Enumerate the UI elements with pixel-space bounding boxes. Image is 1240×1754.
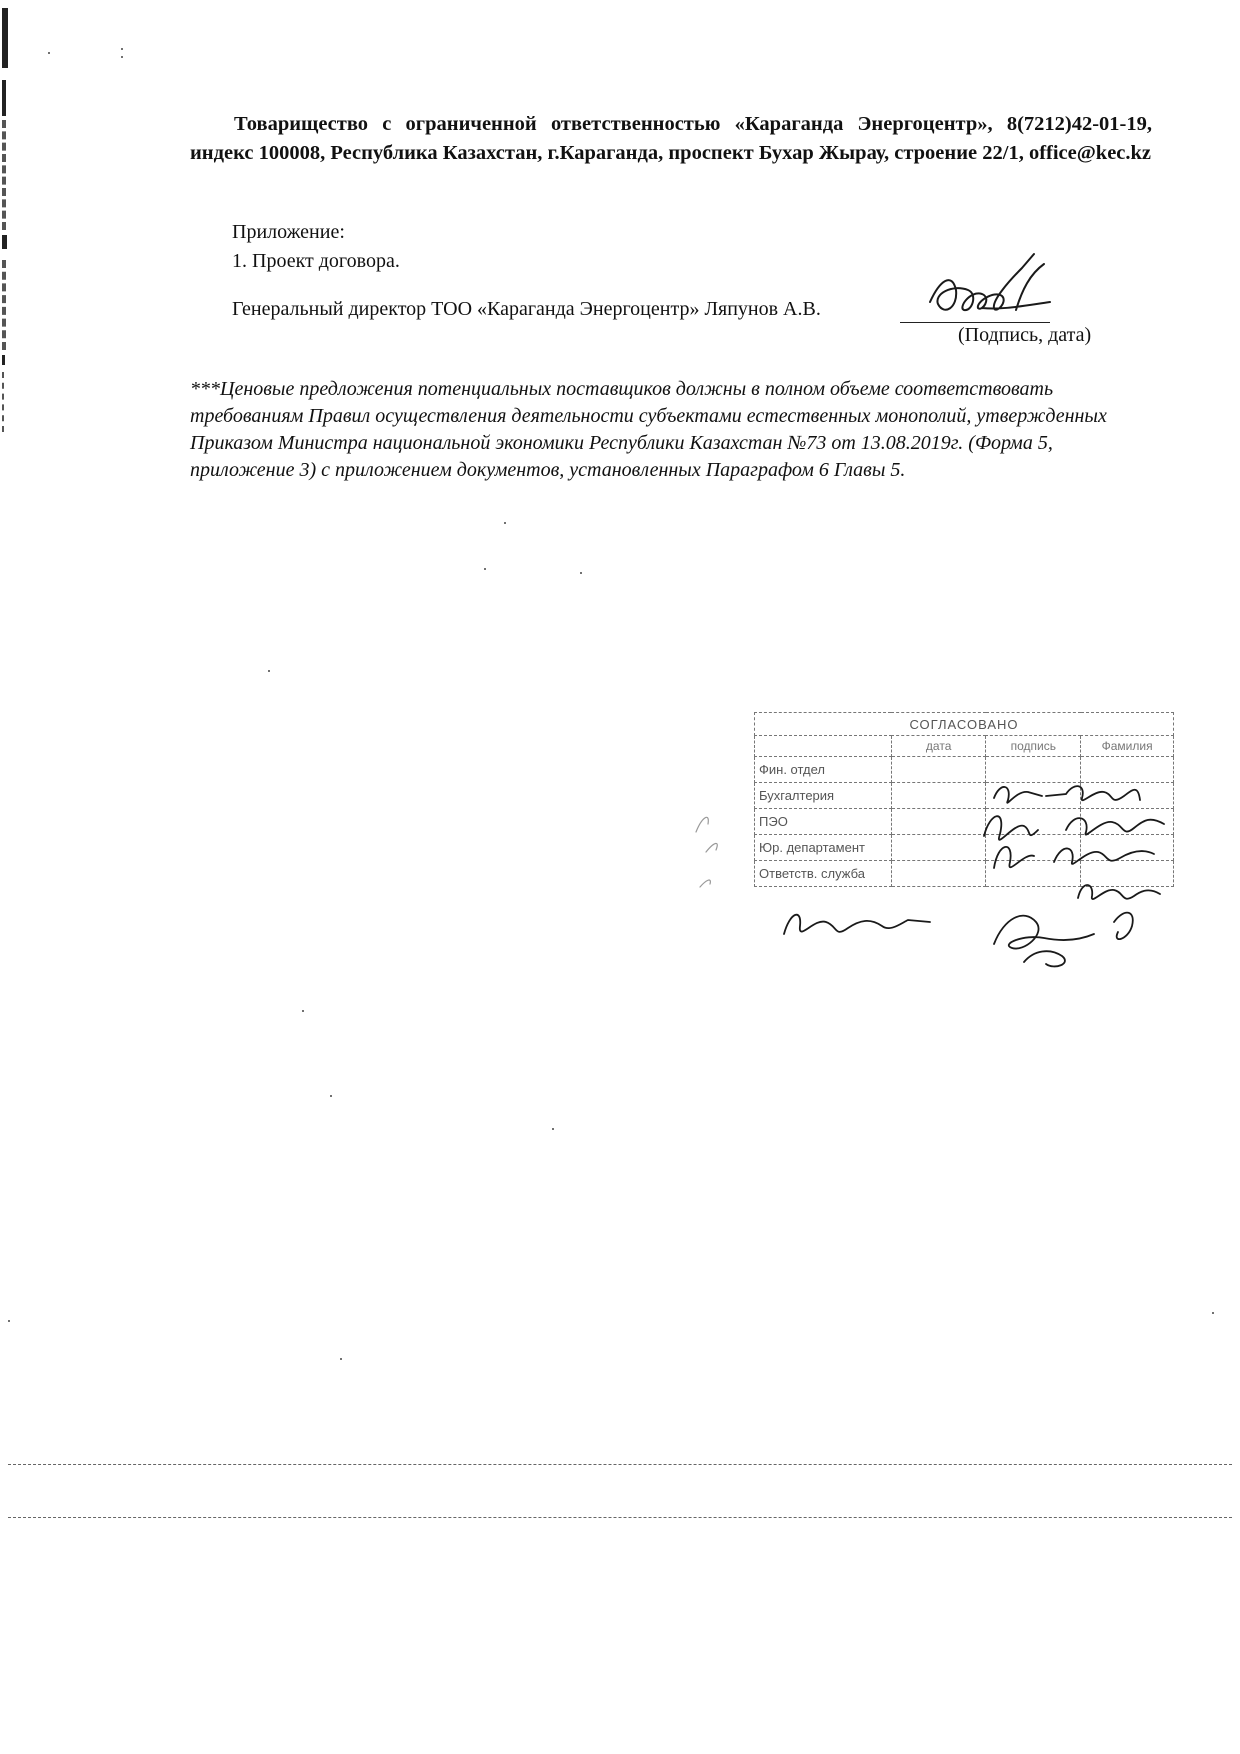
row-label: ПЭО <box>755 809 892 835</box>
column-header-signature: подпись <box>986 736 1081 757</box>
divider-line <box>8 1517 1232 1518</box>
approval-table <box>754 712 1174 887</box>
footnote: ***Ценовые предложения потенциальных поставщиков должны в полном объеме соответствовать требованиям Правил осуществления деятельности субъектами естественных монополий, утвержденных Приказом Министра национальной экономики Республики Казахстан №73 от 13.08.2019г. (Форма 5, приложение 3) с приложением документов, установленных Параграфом 6 Главы 5. <box>190 378 1107 481</box>
signatory-line: Генеральный директор ТОО «Караганда Энергоцентр» Ляпунов А.В. <box>232 298 821 320</box>
table-row <box>755 861 1174 887</box>
row-label: Ответств. служба <box>755 861 892 887</box>
appendix-title: Приложение: <box>232 221 345 243</box>
row-label: Фин. отдел <box>755 757 892 783</box>
column-header-date: дата <box>891 736 986 757</box>
organization-header: Товарищество с ограниченной ответственностью «Караганда Энергоцентр», 8(7212)42-01-19, индекс 100008, Республика Казахстан, г.Караганда, проспект Бухар Жырау, строение 22/1, office@kec.kz <box>190 113 1152 164</box>
divider-line <box>8 1464 1232 1465</box>
row-label: Бухгалтерия <box>755 783 892 809</box>
approval-stamp <box>754 712 1174 940</box>
table-row <box>755 757 1174 783</box>
appendix-item: 1. Проект договора. <box>232 250 400 272</box>
scan-edge-artifact <box>0 0 14 430</box>
row-label: Юр. департамент <box>755 835 892 861</box>
table-row <box>755 809 1174 835</box>
stamp-title: СОГЛАСОВАНО <box>755 713 1174 736</box>
table-row <box>755 835 1174 861</box>
appendix-block <box>232 218 400 276</box>
column-header-surname: Фамилия <box>1081 736 1174 757</box>
table-row <box>755 783 1174 809</box>
signature-caption: (Подпись, дата) <box>958 324 1092 346</box>
